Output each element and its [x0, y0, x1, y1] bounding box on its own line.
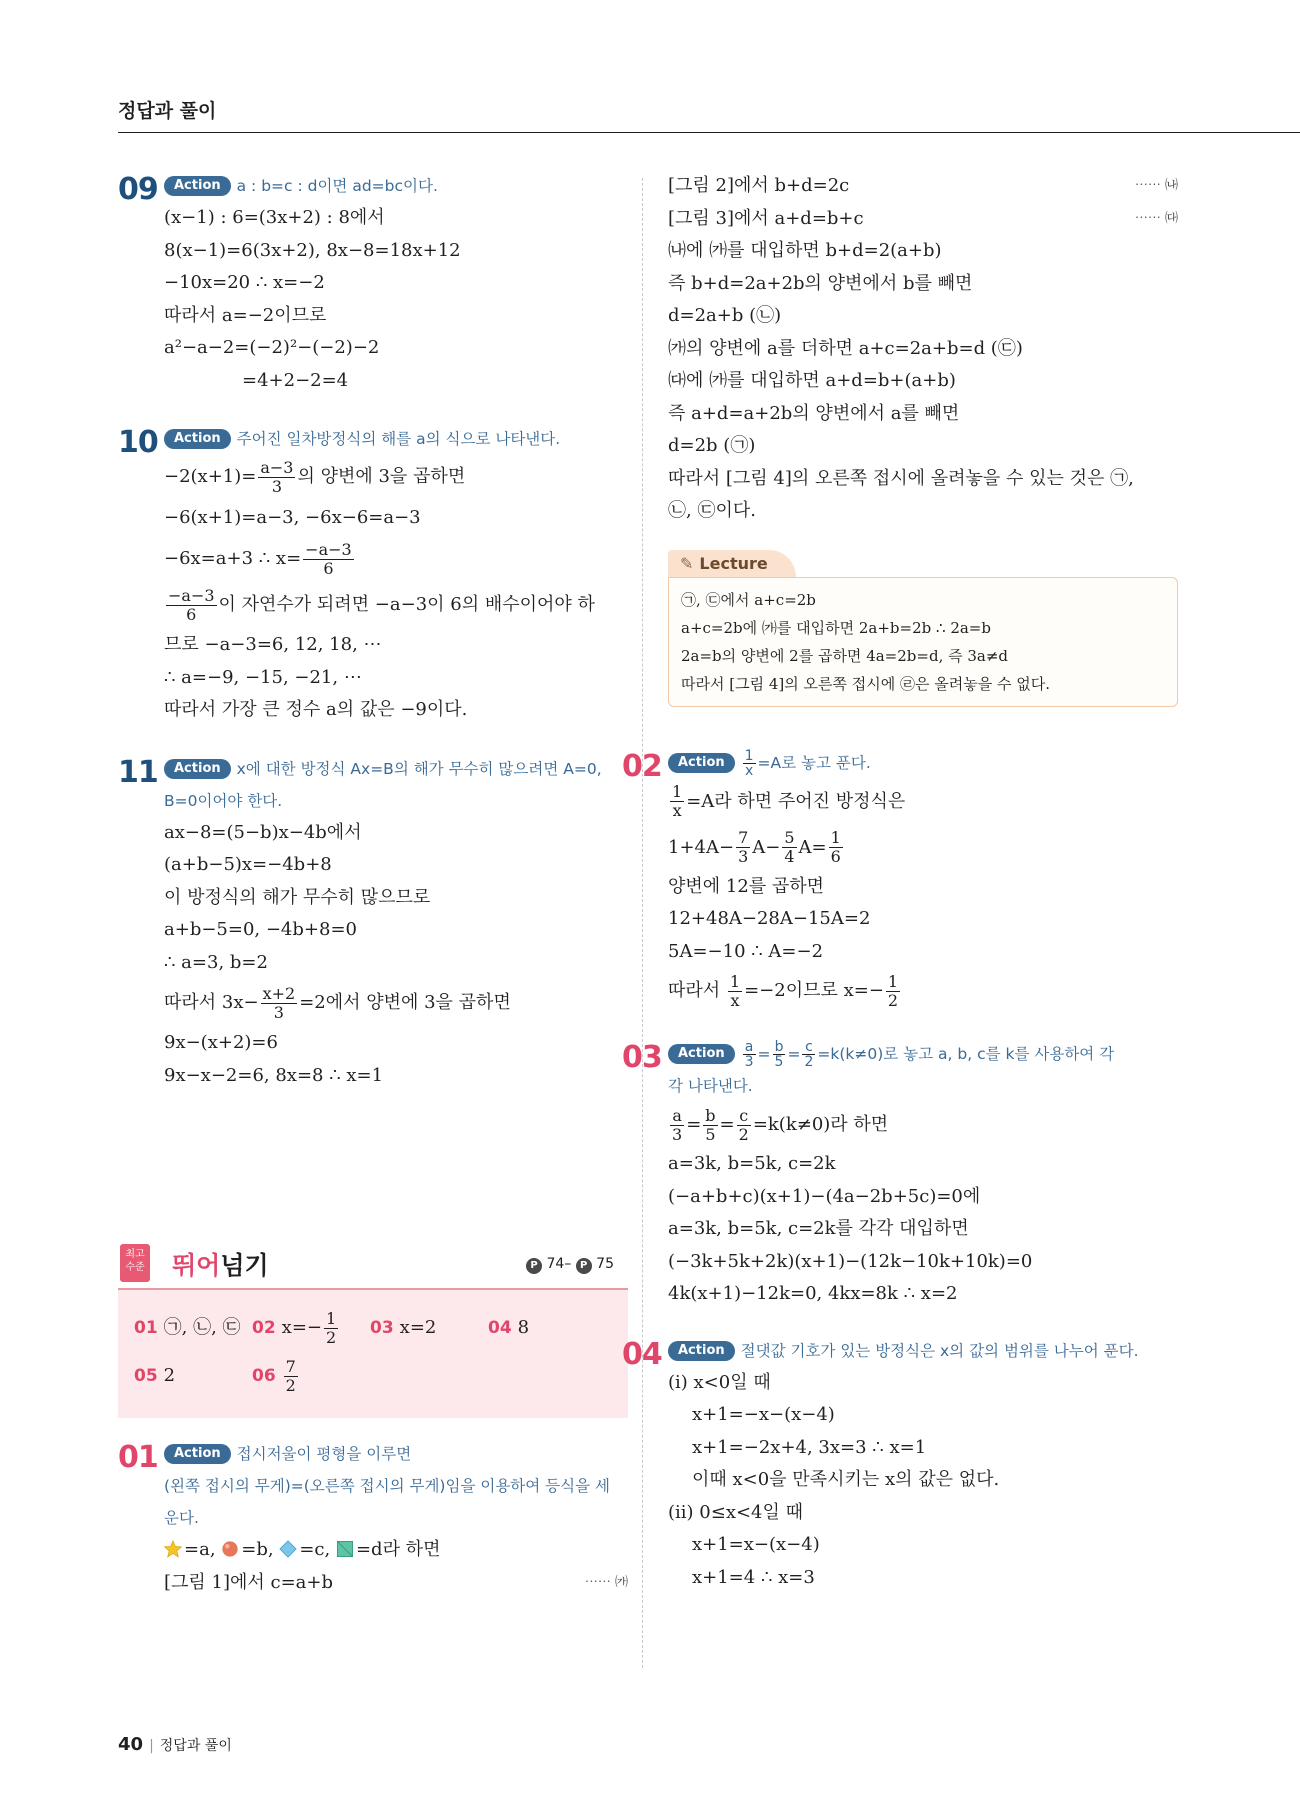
- answer-row: [134, 1352, 612, 1400]
- expr: =A라 하면 주어진 방정식은: [686, 790, 906, 812]
- fraction: [166, 587, 217, 624]
- right-column: [622, 170, 1178, 1604]
- action-text: 접시저울이 평형을 이루면: [236, 1445, 412, 1463]
- expr: 따라서: [668, 980, 726, 1001]
- page-header-title: 정답과 풀이: [118, 100, 217, 122]
- solution-line: $\frac{a}{3}$ = $\frac{b}{5}$ = $\frac{c}{2}$ =k(k≠0)라 하면: [672, 1105, 889, 1144]
- answer-value: ㉠, ㉡, ㉢: [163, 1317, 241, 1338]
- answer-01: [134, 1304, 252, 1352]
- action-hint: [622, 747, 1178, 779]
- action-hint: [118, 1438, 628, 1470]
- solution-line: [622, 779, 1178, 825]
- action-hint: [118, 423, 628, 455]
- page-from: 74–: [546, 1256, 572, 1272]
- problem-r01: [118, 1438, 628, 1599]
- solution-line: 양변에 12를 곱하면: [668, 875, 825, 897]
- numerator: −a−3: [305, 539, 352, 559]
- solution-line: (−a+b+c)(x+1)−(4a−2b+5c)=0에: [668, 1185, 981, 1207]
- solution-line: [668, 203, 1178, 236]
- expr: 의 양변에 3을 곱하면: [297, 466, 466, 487]
- lecture-line: ㉠, ㉢에서 a+c=2b: [681, 590, 816, 609]
- symbol-label: =b,: [241, 1539, 274, 1560]
- fraction: [829, 829, 843, 866]
- problem-number: 10: [118, 425, 158, 460]
- denominator: 3: [672, 1124, 683, 1144]
- solution-line: ㉡, ㉢이다.: [668, 500, 756, 521]
- numerator: c: [737, 1107, 751, 1126]
- fraction: [324, 1310, 338, 1347]
- title-rest: 넘기: [220, 1251, 269, 1280]
- solution-line: [622, 825, 1178, 871]
- solution-line: [118, 979, 628, 1027]
- solution-line: [622, 968, 1178, 1014]
- solution-line: [118, 455, 628, 499]
- square-icon: [336, 1540, 354, 1558]
- title-accent: 뛰어: [172, 1251, 221, 1280]
- expr: 따라서 3x−: [164, 992, 259, 1013]
- action-text-cont: (왼쪽 접시의 무게)=(오른쪽 접시의 무게)임을 이용하여 등식을 세: [164, 1477, 610, 1495]
- solution-line: [118, 537, 628, 581]
- action-badge: Action: [164, 759, 231, 779]
- action-text: 절댓값 기호가 있는 방정식은 x의 값의 범위를 나누어 푼다.: [740, 1341, 1139, 1360]
- lecture-box: [668, 550, 1178, 707]
- solution-line: 9x−(x+2)=6: [164, 1032, 278, 1053]
- numerator: −a−3: [168, 585, 215, 605]
- denominator: 2: [887, 990, 899, 1010]
- problem-r02: [622, 747, 1178, 1015]
- solution-line: 므로 −a−3=6, 12, 18, ⋯: [164, 634, 382, 655]
- problem-r01-cont: [668, 170, 1178, 707]
- solution-line: x+1=x−(x−4): [692, 1534, 820, 1555]
- numerator: 5: [784, 828, 795, 847]
- action-text: x에 대한 방정식 Ax=B의 해가 무수히 많으려면 A=0,: [236, 759, 602, 778]
- problem-number: 02: [622, 748, 662, 784]
- case-heading: (ⅱ) 0≤x<4일 때: [668, 1501, 803, 1523]
- answer-value: x=−: [281, 1317, 322, 1338]
- fraction: [743, 1040, 756, 1069]
- action-badge: Action: [164, 1444, 231, 1464]
- problem-r04: [622, 1335, 1178, 1595]
- solution-line: [668, 170, 1178, 203]
- answer-number: 06: [252, 1366, 276, 1386]
- problem-r03: [622, 1038, 1178, 1311]
- level-badge: [120, 1244, 150, 1282]
- answer-03: [370, 1304, 488, 1352]
- denominator: 6: [830, 847, 841, 866]
- badge-line: 최고: [125, 1249, 145, 1260]
- numerator: a: [670, 1107, 684, 1126]
- solution-line: =4+2−2=4: [242, 369, 349, 391]
- denominator: 3: [738, 847, 749, 866]
- solution-line: x+1=4 ∴ x=3: [692, 1566, 815, 1588]
- lecture-line: 2a=b의 양변에 2를 곱하면 4a=2b=d, 즉 3a≠d: [681, 646, 1009, 665]
- action-hint: [118, 170, 628, 202]
- solution-line: ∴ a=−9, −15, −21, ⋯: [164, 666, 362, 688]
- numerator: b: [705, 1105, 716, 1125]
- solution-line: ㈐에 ㈎를 대입하면 a+d=b+(a+b): [668, 370, 956, 391]
- lecture-line: 따라서 [그림 4]의 오른쪽 접시에 ㉣은 올려놓을 수 없다.: [681, 674, 1050, 693]
- fraction: [284, 1358, 298, 1395]
- problem-number: 01: [118, 1440, 158, 1475]
- problem-11: [118, 753, 628, 1093]
- expr: [그림 3]에서 a+d=b+c: [668, 207, 864, 229]
- denominator: 3: [271, 476, 283, 496]
- answer-value: 2: [163, 1365, 176, 1386]
- solution-line: 따라서 가장 큰 정수 a의 값은 −9이다.: [164, 699, 468, 720]
- denominator: 4: [784, 847, 795, 866]
- symbol-label: =a,: [184, 1539, 216, 1560]
- answer-number: 05: [134, 1366, 158, 1386]
- symbol-definitions: [118, 1534, 628, 1567]
- pencil-icon: ✎: [680, 553, 694, 573]
- equation-tag: ⋯⋯ ㈏: [1134, 178, 1178, 193]
- solution-line: −6(x+1)=a−3, −6x−6=a−3: [164, 507, 421, 528]
- action-text: a : b=c : d이면 ad=bc이다.: [236, 177, 438, 195]
- solution-line: a=3k, b=5k, c=2k: [668, 1153, 836, 1174]
- solution-line: ax−8=(5−b)x−4b에서: [164, 821, 362, 843]
- solution-line: 즉 b+d=2a+2b의 양변에서 b를 빼면: [668, 272, 973, 294]
- solution-line: [118, 581, 628, 629]
- fraction: [743, 749, 756, 778]
- leap-header: [118, 1242, 628, 1290]
- action-badge: Action: [668, 1341, 735, 1361]
- numerator: 1: [744, 747, 754, 764]
- problem-09: [118, 170, 628, 397]
- denominator: x: [672, 801, 682, 820]
- denominator: 2: [804, 1054, 814, 1070]
- leap-section: [118, 1242, 628, 1418]
- numerator: a−3: [260, 457, 294, 477]
- solution-line: ㈏에 ㈎를 대입하면 b+d=2(a+b): [668, 240, 942, 261]
- star-icon: [164, 1540, 182, 1558]
- answer-number: 01: [134, 1318, 158, 1338]
- numerator: 7: [285, 1356, 296, 1376]
- expr: =2에서 양변에 3을 곱하면: [299, 992, 511, 1013]
- solution-line: (−3k+5k+2k)(x+1)−(12k−10k+10k)=0: [668, 1250, 1033, 1272]
- answer-02: [252, 1304, 370, 1352]
- denominator: 6: [186, 604, 197, 624]
- action-text: =A로 놓고 푼다.: [757, 753, 871, 772]
- fraction: [670, 783, 684, 820]
- solution-line: (a+b−5)x=−4b+8: [164, 854, 332, 875]
- leap-title: [172, 1246, 269, 1282]
- fraction: [737, 1107, 751, 1144]
- lecture-line: a+c=2b에 ㈎를 대입하면 2a+b=2b ∴ 2a=b: [681, 618, 991, 637]
- solution-line: (x−1) : 6=(3x+2) : 8에서: [164, 207, 385, 228]
- expr: =−2이므로 x=−: [744, 980, 884, 1001]
- equation-tag: ⋯⋯ ㈎: [584, 1574, 628, 1590]
- answer-key: [118, 1290, 628, 1418]
- page-reference: [526, 1256, 614, 1274]
- solution-line: 9x−x−2=6, 8x=8 ∴ x=1: [164, 1064, 384, 1086]
- footer-separator: |: [149, 1738, 154, 1754]
- numerator: 1: [672, 782, 683, 801]
- expr: 1+4A−: [668, 836, 735, 858]
- solution-line: d=2b (㉠): [668, 435, 756, 456]
- solution-line: 4k(x+1)−12k=0, 4kx=8k ∴ x=2: [668, 1283, 958, 1304]
- fraction: [703, 1107, 717, 1144]
- numerator: 1: [729, 971, 741, 991]
- solution-line: x+1=−2x+4, 3x=3 ∴ x=1: [692, 1436, 927, 1458]
- page-to: 75: [596, 1256, 614, 1272]
- action-text: =k(k≠0)로 놓고 a, b, c를 k를 사용하여 각: [817, 1045, 1115, 1063]
- ball-icon: [221, 1540, 239, 1558]
- page-icon: P: [526, 1258, 542, 1274]
- answer-number: 03: [370, 1318, 394, 1338]
- action-text-cont: 각 나타낸다.: [668, 1077, 753, 1095]
- problem-number: 11: [118, 754, 158, 790]
- problem-number: 09: [118, 172, 158, 207]
- denominator: x: [730, 990, 740, 1010]
- diamond-icon: [279, 1540, 297, 1558]
- numerator: a: [743, 1040, 756, 1055]
- action-badge: Action: [164, 176, 231, 196]
- expr: A−: [752, 836, 781, 858]
- solution-line: −10x=20 ∴ x=−2: [164, 272, 325, 293]
- solution-line: 즉 a+d=a+2b의 양변에서 a를 빼면: [668, 402, 960, 424]
- denominator: 5: [774, 1054, 784, 1070]
- denominator: 3: [744, 1054, 754, 1070]
- fraction: [886, 973, 900, 1010]
- solution-line: 8(x−1)=6(3x+2), 8x−8=18x+12: [164, 239, 461, 261]
- solution-line: 5A=−10 ∴ A=−2: [668, 940, 824, 962]
- answer-row: [134, 1304, 612, 1352]
- case-heading: (ⅰ) x<0일 때: [668, 1371, 771, 1393]
- action-text: 주어진 일차방정식의 해를 a의 식으로 나타낸다.: [236, 430, 561, 448]
- lecture-content: [668, 577, 1178, 707]
- numerator: b: [773, 1040, 786, 1055]
- numerator: 1: [887, 971, 899, 991]
- solution-line: 따라서 [그림 4]의 오른쪽 접시에 올려놓을 수 있는 것은 ㉠,: [668, 467, 1134, 489]
- numerator: 7: [738, 828, 749, 847]
- answer-number: 04: [488, 1318, 512, 1338]
- denominator: 3: [273, 1002, 284, 1022]
- expr: −2(x+1)=: [164, 466, 257, 487]
- footer-label: 정답과 풀이: [159, 1738, 232, 1754]
- denominator: x: [744, 762, 754, 779]
- solution-line: ∴ a=3, b=2: [164, 951, 268, 973]
- action-hint: Action $\frac{a}{3}$ = $\frac{b}{5}$ = $\frac{c}{2}$ =k(k≠0)로 놓고 a, b, c를 k를 사용하여 각: [622, 1038, 1178, 1070]
- answer-number: 02: [252, 1318, 276, 1338]
- action-hint: [118, 753, 628, 785]
- numerator: x+2: [262, 983, 296, 1003]
- fraction: [782, 829, 796, 866]
- equation-tag: ⋯⋯ ㈐: [1134, 210, 1178, 226]
- symbol-label: =c,: [299, 1539, 331, 1560]
- denominator: 2: [326, 1327, 337, 1347]
- badge-line: 수준: [125, 1262, 145, 1273]
- solution-line: 12+48A−28A−15A=2: [668, 908, 871, 929]
- answer-04: [488, 1304, 606, 1352]
- solution-line: x+1=−x−(x−4): [692, 1404, 835, 1425]
- left-column: [118, 170, 628, 1609]
- lecture-label: Lecture: [699, 553, 768, 573]
- header-divider: [118, 132, 1300, 133]
- fraction: [670, 1107, 684, 1144]
- answer-value: 8: [517, 1317, 530, 1338]
- page-number: 40: [118, 1734, 144, 1755]
- action-text-cont: 운다.: [164, 1509, 199, 1527]
- fraction: [802, 1040, 815, 1069]
- solution-line: 이 방정식의 해가 무수히 많으므로: [164, 886, 431, 908]
- expr: 이 자연수가 되려면 −a−3이 6의 배수이어야 하: [218, 594, 595, 615]
- problem-10: [118, 423, 628, 727]
- fraction: [773, 1040, 786, 1069]
- problem-number: 04: [622, 1336, 662, 1372]
- answer-value: x=2: [399, 1317, 437, 1338]
- expr: A=: [798, 836, 827, 858]
- numerator: 1: [326, 1308, 337, 1328]
- solution-line: a+b−5=0, −4b+8=0: [164, 919, 357, 940]
- denominator: 6: [323, 558, 334, 578]
- solution-line: a=3k, b=5k, c=2k를 각각 대입하면: [668, 1218, 969, 1239]
- fraction: [261, 985, 298, 1022]
- action-text-cont: B=0이어야 한다.: [164, 791, 283, 810]
- numerator: c: [802, 1040, 815, 1055]
- answer-06: [252, 1352, 370, 1400]
- denominator: 2: [738, 1124, 749, 1144]
- solution-line: d=2a+b (㉡): [668, 305, 782, 326]
- symbol-label: =d라 하면: [355, 1539, 441, 1560]
- action-badge: Action: [668, 753, 735, 773]
- fraction: [258, 459, 295, 496]
- answer-05: [134, 1352, 252, 1400]
- solution-line: 이때 x<0을 만족시키는 x의 값은 없다.: [692, 1469, 1000, 1490]
- page-icon: P: [576, 1258, 592, 1274]
- denominator: 2: [285, 1375, 296, 1395]
- problem-number: 03: [622, 1040, 662, 1075]
- expr: −6x=a+3 ∴ x=: [164, 548, 302, 569]
- solution-line: 따라서 a=−2이므로: [164, 304, 327, 326]
- fraction: [736, 829, 750, 866]
- action-badge: Action: [668, 1044, 735, 1064]
- expr: =k(k≠0)라 하면: [752, 1114, 889, 1135]
- action-hint: [622, 1335, 1178, 1367]
- lecture-tab: [668, 550, 796, 577]
- page-footer: [118, 1734, 232, 1755]
- action-badge: Action: [164, 429, 231, 449]
- numerator: 1: [830, 828, 841, 847]
- denominator: 5: [705, 1124, 716, 1144]
- expr: [그림 1]에서 c=a+b: [164, 1571, 333, 1593]
- fraction: [728, 973, 742, 1010]
- fraction: [303, 541, 354, 578]
- solution-line: a²−a−2=(−2)²−(−2)−2: [164, 337, 380, 358]
- expr: [그림 2]에서 b+d=2c: [668, 175, 850, 196]
- solution-line: ㈎의 양변에 a를 더하면 a+c=2a+b=d (㉢): [668, 337, 1023, 359]
- solution-line: [118, 1567, 628, 1600]
